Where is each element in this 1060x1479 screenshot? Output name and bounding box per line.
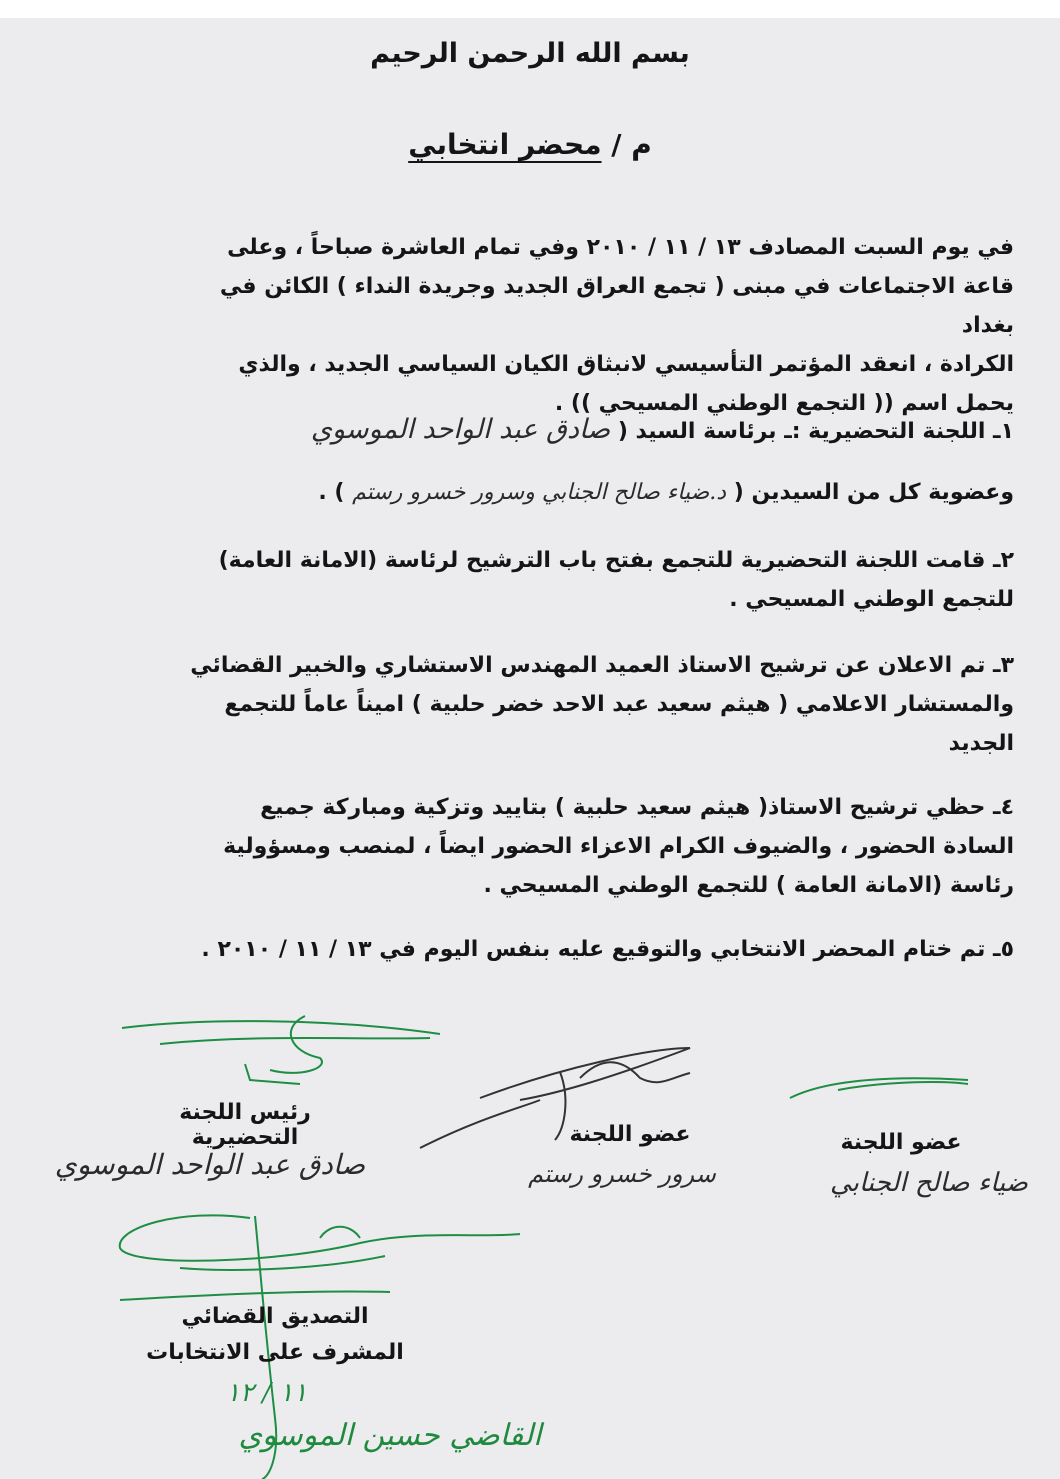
label-committee-chair: رئيس اللجنة التحضيرية <box>179 1100 311 1150</box>
handwritten-member-names: د.ضياء صالح الجنابي وسرور خسرو رستم <box>352 480 727 505</box>
handwritten-member1-signature-name: سرور خسرو رستم <box>528 1160 716 1188</box>
handwritten-chair-signature-name: صادق عبد الواحد الموسوي <box>54 1148 366 1181</box>
basmala-header: بسم الله الرحمن الرحيم <box>370 38 690 69</box>
handwritten-date-mark: ١١ / ١٢ <box>226 1378 308 1408</box>
member2-signature-strokes <box>790 1078 968 1098</box>
intro-line-4: يحمل اسم (( التجمع الوطني المسيحي )) . <box>554 391 1014 416</box>
handwritten-chair-name: صادق عبد الواحد الموسوي <box>310 414 611 445</box>
item-1-committee-members: وعضوية كل من السيدين ( د.ضياء صالح الجنابي وسرور خسرو رستم ) . <box>318 480 1014 505</box>
document-page <box>0 18 1060 1479</box>
intro-line-2: قاعة الاجتماعات في مبنى ( تجمع العراق الجديد وجريدة النداء ) الكائن في بغداد <box>219 274 1014 338</box>
title-main: محضر انتخابي <box>408 128 602 161</box>
item-3-announcement: ٣ـ تم الاعلان عن ترشيح الاستاذ العميد المهندس الاستشاري والخبير القضائي والمستشار الاعلامي ( هيثم سعيد عبد الاحد خضر حلبية ) اميناً عاماً للتجمع الجديد <box>190 653 1014 756</box>
signature-strokes <box>0 18 1060 1479</box>
title-prefix: م / <box>611 128 652 161</box>
item-5-closing: ٥ـ تم ختام المحضر الانتخابي والتوقيع عليه بنفس اليوم في ١٣ / ١١ / ٢٠١٠ . <box>201 937 1014 962</box>
item-4-endorsement: ٤ـ حظي ترشيح الاستاذ( هيثم سعيد حلبية ) بتاييد وتزكية ومباركة جميع السادة الحضور ، والضيوف الكرام الاعزاء الحضور ايضاً ، لمنصب ومسؤولية رئاسة (الامانة العامة ) للتجمع الوطني المسيحي . <box>223 795 1014 898</box>
label-election-supervisor: المشرف على الانتخابات <box>146 1340 404 1365</box>
item-2-nomination: ٢ـ قامت اللجنة التحضيرية للتجمع بفتح باب الترشيح لرئاسة (الامانة العامة) للتجمع الوطني المسيحي . <box>218 548 1014 612</box>
label-committee-member-2: عضو اللجنة <box>840 1130 962 1155</box>
intro-line-3: الكرادة ، انعقد المؤتمر التأسيسي لانبثاق الكيان السياسي الجديد ، والذي <box>238 352 1014 377</box>
handwritten-judicial-signature-name: القاضي حسين الموسوي <box>238 1418 542 1453</box>
chair-signature-strokes <box>122 1016 440 1084</box>
label-committee-member-1: عضو اللجنة <box>569 1122 691 1147</box>
label-judicial-certification: التصديق القضائي <box>181 1304 369 1329</box>
intro-line-1: في يوم السبت المصادف ١٣ / ١١ / ٢٠١٠ وفي تمام العاشرة صباحاً ، وعلى <box>227 235 1014 260</box>
page-top-edge <box>0 0 1060 18</box>
item-1-committee-chair: ١ـ اللجنة التحضيرية :ـ برئاسة السيد ( صادق عبد الواحد الموسوي <box>310 414 1014 445</box>
handwritten-member2-signature-name: ضياء صالح الجنابي <box>830 1168 1028 1198</box>
